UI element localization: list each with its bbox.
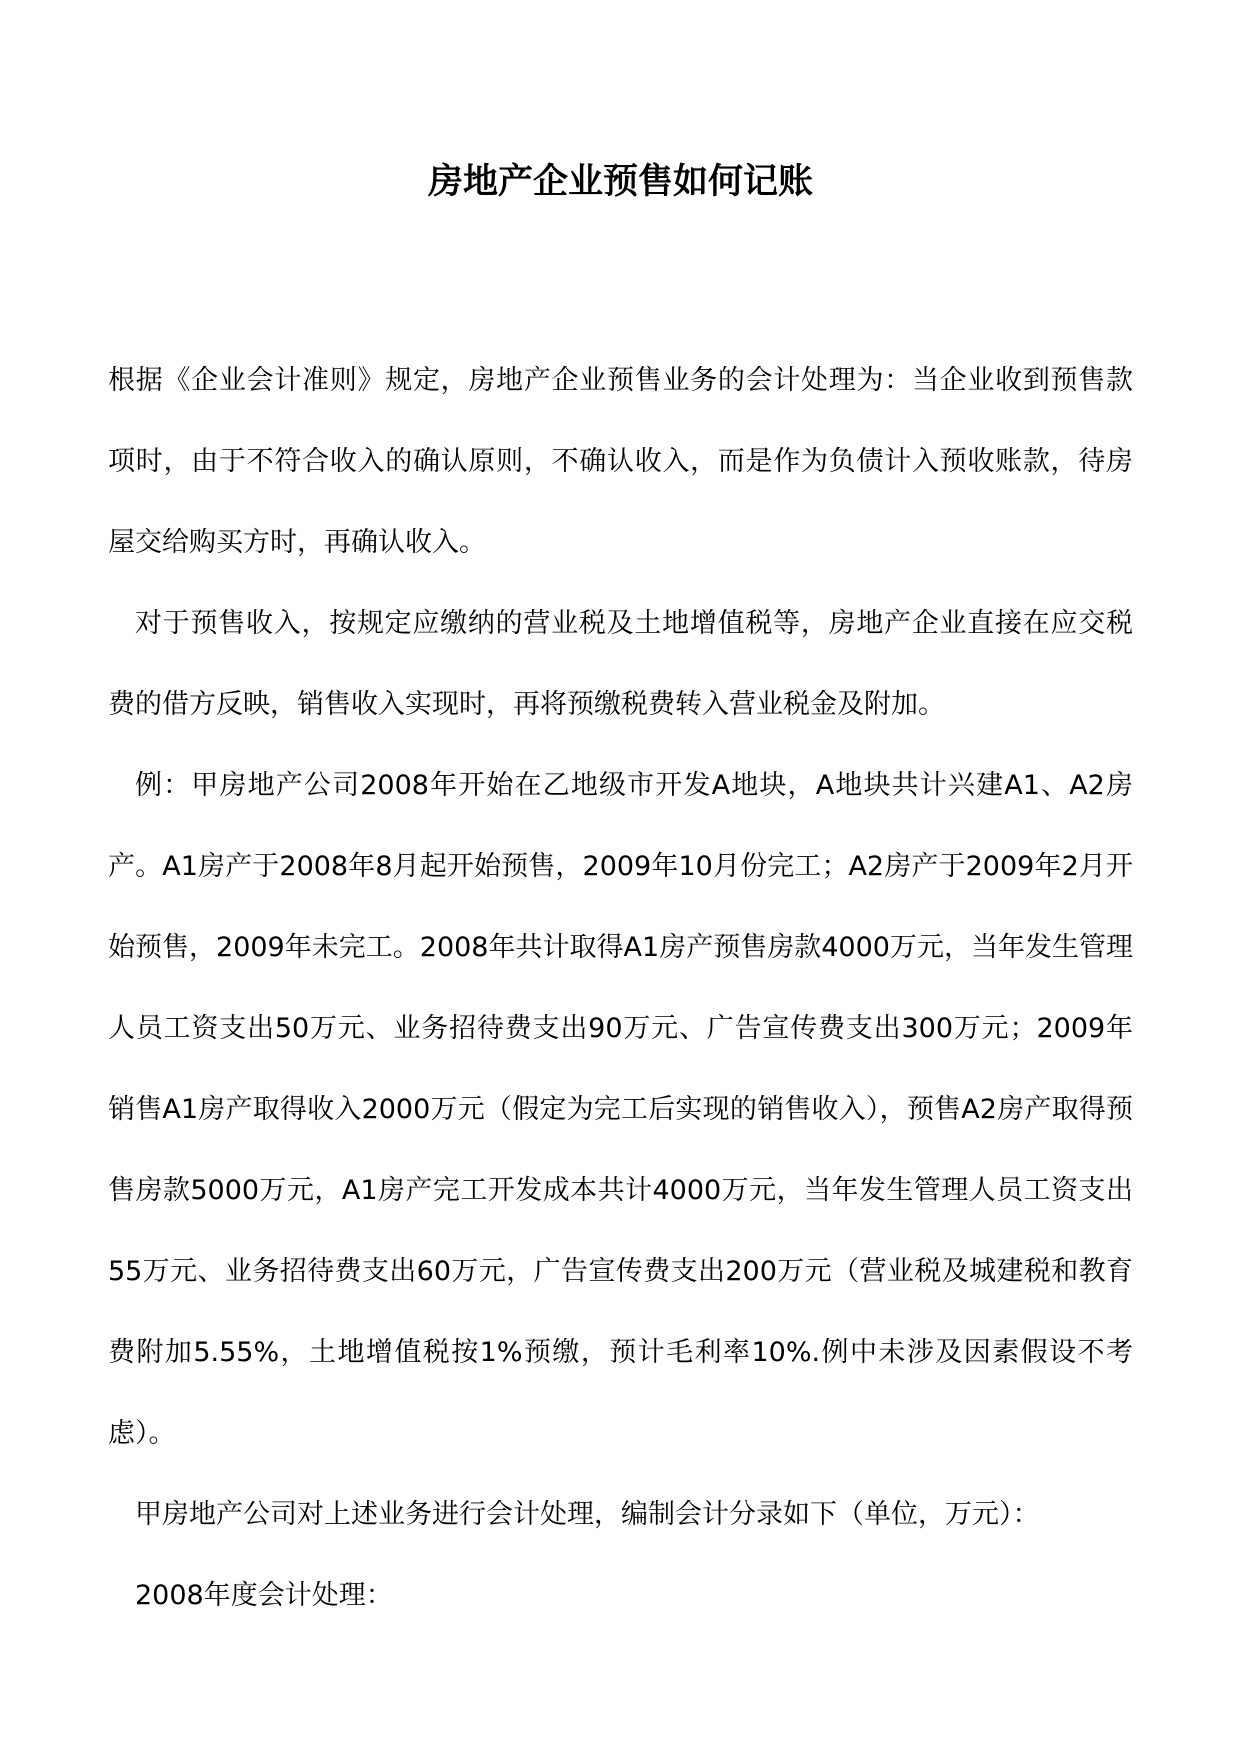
document-body (108, 340, 1133, 1636)
paragraph-accounting-standard: 根据《企业会计准则》规定，房地产企业预售业务的会计处理为：当企业收到预售款项时，由于不符合收入的确认原则，不确认收入，而是作为负债计入预收账款，待房屋交给购买方时，再确认收入。 (108, 365, 1133, 558)
paragraph-presale-tax: 对于预售收入，按规定应缴纳的营业税及土地增值税等，房地产企业直接在应交税费的借方反映，销售收入实现时，再将预缴税费转入营业税金及附加。 (108, 608, 1133, 720)
document-title: 房地产企业预售如何记账 (427, 161, 813, 202)
paragraph-2008-heading: 2008年度会计处理： (135, 1580, 393, 1611)
paragraph-example: 例：甲房地产公司2008年开始在乙地级市开发A地块，A地块共计兴建A1、A2房产。A1房产于2008年8月起开始预售，2009年10月份完工；A2房产于2009年2月开始预售，2009年未完工。2008年共计取得A1房产预售房款4000万元，当年发生管理人员工资支出50万元、业务招待费支出90万元、广告宣传费支出300万元；2009年销售A1房产取得收入2000万元（假定为完工后实现的销售收入），预售A2房产取得预售房款5000万元，A1房产完工开发成本共计4000万元，当年发生管理人员工资支出55万元、业务招待费支出60万元，广告宣传费支出200万元（营业税及城建税和教育费附加5.55%，土地增值税按1%预缴，预计毛利率10%.例中未涉及因素假设不考虑）。 (108, 770, 1133, 1449)
paragraph-journal-intro: 甲房地产公司对上述业务进行会计处理，编制会计分录如下（单位，万元）： (135, 1499, 1040, 1530)
